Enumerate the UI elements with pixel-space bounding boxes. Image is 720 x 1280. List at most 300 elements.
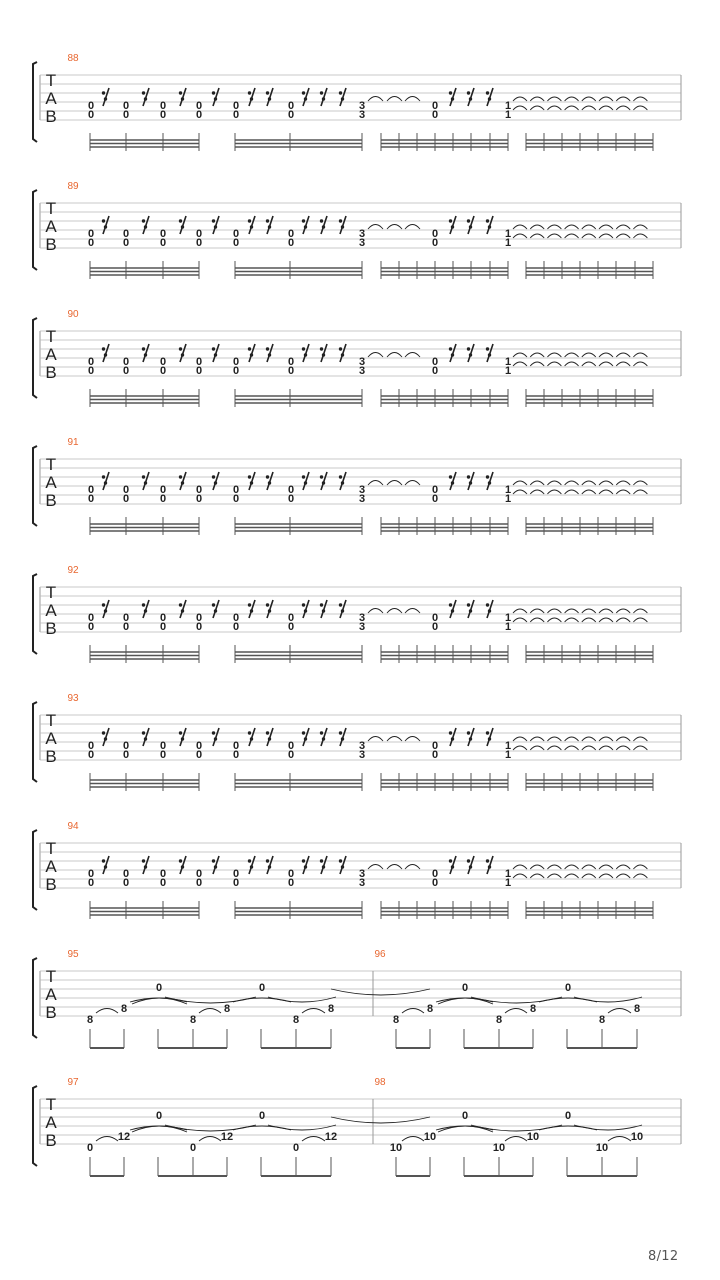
tab-clef-letter: A — [45, 217, 57, 236]
tie-arc — [599, 737, 613, 741]
tie-arc — [530, 362, 544, 366]
fret-number: 0 — [87, 749, 95, 761]
fret-number: 1 — [504, 621, 512, 633]
tremolo-dot — [304, 737, 307, 740]
tie-arc — [565, 737, 579, 741]
fret-number: 3 — [358, 749, 366, 761]
fret-number: 0 — [461, 1110, 469, 1122]
fret-number: 0 — [159, 484, 167, 496]
tremolo-dot — [181, 609, 184, 612]
fret-number: 0 — [122, 365, 130, 377]
tremolo-slash — [213, 728, 219, 746]
fret-number: 1 — [504, 740, 512, 752]
fret-number: 0 — [195, 100, 203, 112]
fret-number: 0 — [87, 868, 95, 880]
tremolo-dot — [451, 865, 454, 868]
tie-arc — [387, 737, 402, 742]
tab-system — [33, 181, 681, 279]
fret-number: 8 — [292, 1014, 300, 1026]
tremolo-slash — [180, 728, 186, 746]
tremolo-slash — [340, 472, 346, 490]
fret-number: 0 — [232, 621, 240, 633]
tremolo-slash — [249, 728, 255, 746]
tie-arc — [599, 618, 613, 622]
tremolo-dot — [469, 225, 472, 228]
tie-arc — [565, 746, 579, 750]
fret-number: 1 — [504, 365, 512, 377]
tie-arc — [599, 353, 613, 357]
tie-arc — [513, 97, 527, 101]
tremolo-dot — [339, 91, 342, 94]
tie-arc — [599, 865, 613, 869]
tremolo-dot — [144, 737, 147, 740]
tremolo-slash — [468, 472, 474, 490]
tremolo-dot — [302, 859, 305, 862]
tremolo-dot — [322, 609, 325, 612]
tremolo-slash — [303, 216, 309, 234]
tremolo-dot — [212, 347, 215, 350]
fret-number: 8 — [495, 1014, 503, 1026]
fret-number: 0 — [86, 1142, 94, 1154]
tab-clef-letter: B — [45, 1003, 57, 1022]
measure-number: 91 — [67, 437, 79, 448]
tie-arc — [547, 490, 561, 494]
tie-arc — [513, 106, 527, 110]
fret-number: 8 — [223, 1003, 231, 1015]
fret-number: 0 — [431, 484, 439, 496]
tie-arc — [438, 1126, 493, 1132]
tab-clef-letter: B — [45, 363, 57, 382]
tremolo-dot — [488, 865, 491, 868]
tie-arc — [405, 97, 420, 102]
tremolo-slash — [180, 600, 186, 618]
tremolo-dot — [142, 731, 145, 734]
tie-arc — [547, 353, 561, 357]
fret-number: 0 — [159, 612, 167, 624]
tremolo-dot — [486, 859, 489, 862]
tie-arc — [599, 481, 613, 485]
tremolo-slash — [303, 600, 309, 618]
fret-number: 8 — [426, 1003, 434, 1015]
fret-number: 12 — [324, 1131, 338, 1143]
tie-arc — [505, 1137, 527, 1142]
tremolo-slash — [249, 472, 255, 490]
tremolo-slash — [103, 856, 109, 874]
tremolo-slash — [468, 728, 474, 746]
fret-number: 10 — [389, 1142, 403, 1154]
tie-arc — [633, 353, 647, 357]
tie-arc — [565, 865, 579, 869]
tremolo-dot — [142, 219, 145, 222]
tie-arc — [530, 737, 544, 741]
tremolo-dot — [302, 219, 305, 222]
tie-arc — [633, 97, 647, 101]
fret-number: 0 — [195, 365, 203, 377]
fret-number: 0 — [159, 100, 167, 112]
tremolo-dot — [486, 347, 489, 350]
measure-number: 95 — [67, 949, 79, 960]
fret-number: 10 — [595, 1142, 609, 1154]
tie-arc — [530, 225, 544, 229]
tie-arc — [582, 618, 596, 622]
tab-clef-letter: A — [45, 985, 57, 1004]
tie-arc — [633, 490, 647, 494]
fret-number: 0 — [87, 100, 95, 112]
tie-arc — [387, 865, 402, 870]
tie-arc — [368, 225, 383, 230]
tremolo-dot — [268, 353, 271, 356]
tie-arc — [530, 481, 544, 485]
tremolo-slash — [303, 856, 309, 874]
tremolo-dot — [104, 481, 107, 484]
tremolo-dot — [451, 609, 454, 612]
fret-number: 0 — [431, 365, 439, 377]
tremolo-dot — [181, 353, 184, 356]
tremolo-dot — [104, 225, 107, 228]
tie-arc — [633, 746, 647, 750]
tie-arc — [530, 618, 544, 622]
tremolo-slash — [487, 600, 493, 618]
tie-arc — [616, 481, 630, 485]
tremolo-slash — [213, 856, 219, 874]
tremolo-dot — [179, 475, 182, 478]
tie-arc — [513, 865, 527, 869]
tremolo-dot — [250, 865, 253, 868]
tremolo-slash — [321, 856, 327, 874]
tie-arc — [530, 865, 544, 869]
tie-arc — [616, 353, 630, 357]
tremolo-slash — [487, 344, 493, 362]
fret-number: 0 — [258, 982, 266, 994]
tremolo-slash — [303, 88, 309, 106]
tremolo-dot — [212, 859, 215, 862]
tremolo-dot — [144, 97, 147, 100]
fret-number: 0 — [232, 365, 240, 377]
tremolo-slash — [180, 216, 186, 234]
tremolo-dot — [320, 731, 323, 734]
tie-arc — [599, 225, 613, 229]
tremolo-slash — [450, 856, 456, 874]
tie-arc — [405, 225, 420, 230]
fret-number: 0 — [232, 484, 240, 496]
fret-number: 0 — [195, 109, 203, 121]
fret-number: 0 — [564, 982, 572, 994]
tremolo-slash — [180, 88, 186, 106]
tab-clef-letter: A — [45, 89, 57, 108]
fret-number: 1 — [504, 612, 512, 624]
fret-number: 0 — [461, 982, 469, 994]
tremolo-dot — [104, 609, 107, 612]
tremolo-slash — [267, 856, 273, 874]
tab-clef-letter: B — [45, 875, 57, 894]
fret-number: 1 — [504, 100, 512, 112]
tremolo-slash — [143, 472, 149, 490]
tie-arc — [599, 609, 613, 613]
tremolo-dot — [102, 859, 105, 862]
fret-number: 0 — [232, 228, 240, 240]
tie-arc — [368, 97, 383, 102]
tie-arc — [530, 490, 544, 494]
tremolo-slash — [450, 216, 456, 234]
tie-arc — [565, 490, 579, 494]
fret-number: 0 — [87, 621, 95, 633]
fret-number: 0 — [159, 493, 167, 505]
tie-arc — [582, 874, 596, 878]
fret-number: 0 — [195, 749, 203, 761]
tremolo-dot — [467, 475, 470, 478]
fret-number: 3 — [358, 493, 366, 505]
fret-number: 0 — [195, 612, 203, 624]
tie-arc — [547, 225, 561, 229]
tie-arc — [513, 481, 527, 485]
tremolo-dot — [179, 603, 182, 606]
fret-number: 8 — [529, 1003, 537, 1015]
tremolo-slash — [103, 88, 109, 106]
fret-number: 0 — [122, 612, 130, 624]
fret-number: 0 — [122, 749, 130, 761]
tie-arc — [616, 234, 630, 238]
tremolo-slash — [143, 600, 149, 618]
tie-arc — [616, 490, 630, 494]
system-bracket — [33, 702, 37, 782]
system-bracket — [33, 190, 37, 270]
tab-system — [33, 949, 681, 1048]
tremolo-slash — [450, 344, 456, 362]
system-bracket — [33, 830, 37, 910]
tremolo-dot — [449, 475, 452, 478]
fret-number: 0 — [159, 749, 167, 761]
tab-clef-letter: T — [45, 199, 57, 218]
tremolo-dot — [467, 859, 470, 862]
fret-number: 0 — [258, 1110, 266, 1122]
tremolo-slash — [303, 472, 309, 490]
tab-system — [33, 1077, 681, 1176]
tie-arc — [547, 106, 561, 110]
tremolo-slash — [340, 856, 346, 874]
tie-arc — [599, 97, 613, 101]
fret-number: 0 — [195, 868, 203, 880]
tie-arc — [402, 1009, 424, 1014]
tie-arc — [633, 865, 647, 869]
tie-arc — [633, 618, 647, 622]
fret-number: 0 — [122, 237, 130, 249]
fret-number: 0 — [159, 356, 167, 368]
tie-arc — [633, 481, 647, 485]
measure-number: 94 — [67, 821, 79, 832]
tremolo-dot — [339, 347, 342, 350]
fret-number: 3 — [358, 228, 366, 240]
tie-arc — [582, 225, 596, 229]
tremolo-dot — [250, 481, 253, 484]
tremolo-dot — [469, 97, 472, 100]
tie-arc — [505, 1009, 527, 1014]
fret-number: 0 — [195, 237, 203, 249]
fret-number: 0 — [287, 868, 295, 880]
tie-arc — [565, 481, 579, 485]
tie-arc — [368, 865, 383, 870]
tremolo-slash — [143, 728, 149, 746]
tremolo-dot — [248, 731, 251, 734]
tie-arc — [530, 874, 544, 878]
tremolo-dot — [339, 859, 342, 862]
tie-arc — [368, 609, 383, 614]
tremolo-slash — [249, 600, 255, 618]
fret-number: 0 — [232, 612, 240, 624]
tremolo-dot — [248, 347, 251, 350]
measure-number: 97 — [67, 1077, 79, 1088]
tremolo-slash — [487, 728, 493, 746]
fret-number: 3 — [358, 100, 366, 112]
tremolo-slash — [450, 600, 456, 618]
tie-arc — [599, 746, 613, 750]
tremolo-dot — [449, 219, 452, 222]
tremolo-dot — [214, 737, 217, 740]
tremolo-dot — [250, 225, 253, 228]
tab-clef-letter: T — [45, 583, 57, 602]
fret-number: 0 — [159, 877, 167, 889]
tie-arc — [608, 1137, 631, 1142]
fret-number: 0 — [287, 877, 295, 889]
tie-arc — [302, 1009, 325, 1014]
tremolo-dot — [320, 347, 323, 350]
tremolo-dot — [212, 219, 215, 222]
tremolo-slash — [321, 344, 327, 362]
tremolo-dot — [179, 859, 182, 862]
tremolo-slash — [303, 728, 309, 746]
fret-number: 0 — [195, 228, 203, 240]
tie-arc — [199, 1137, 221, 1142]
tremolo-dot — [341, 353, 344, 356]
tie-arc — [530, 353, 544, 357]
fret-number: 1 — [504, 493, 512, 505]
tremolo-dot — [144, 481, 147, 484]
tie-arc — [530, 106, 544, 110]
tremolo-dot — [181, 481, 184, 484]
tab-system — [33, 821, 681, 919]
tab-clef-letter: B — [45, 107, 57, 126]
tie-arc — [368, 481, 383, 486]
fret-number: 0 — [87, 365, 95, 377]
fret-number: 8 — [120, 1003, 128, 1015]
tie-arc — [513, 746, 527, 750]
tremolo-dot — [302, 475, 305, 478]
tremolo-slash — [340, 216, 346, 234]
tremolo-dot — [339, 731, 342, 734]
tremolo-dot — [102, 475, 105, 478]
fret-number: 0 — [287, 365, 295, 377]
tremolo-slash — [340, 600, 346, 618]
tremolo-dot — [449, 347, 452, 350]
tie-arc — [565, 234, 579, 238]
tremolo-dot — [469, 353, 472, 356]
tie-arc — [582, 234, 596, 238]
tie-arc — [616, 609, 630, 613]
tremolo-dot — [214, 97, 217, 100]
tremolo-dot — [248, 475, 251, 478]
tie-arc — [547, 874, 561, 878]
fret-number: 1 — [504, 356, 512, 368]
fret-number: 0 — [287, 621, 295, 633]
tremolo-slash — [468, 88, 474, 106]
tie-arc — [565, 362, 579, 366]
tremolo-slash — [143, 856, 149, 874]
tab-clef-letter: T — [45, 71, 57, 90]
tremolo-dot — [212, 475, 215, 478]
system-bracket — [33, 1086, 37, 1166]
tie-arc — [565, 353, 579, 357]
tremolo-slash — [321, 728, 327, 746]
fret-number: 0 — [87, 109, 95, 121]
tremolo-dot — [302, 347, 305, 350]
tremolo-dot — [467, 603, 470, 606]
system-bracket — [33, 446, 37, 526]
tremolo-slash — [267, 216, 273, 234]
tie-arc — [565, 225, 579, 229]
fret-number: 8 — [327, 1003, 335, 1015]
tie-arc — [599, 362, 613, 366]
tremolo-dot — [212, 91, 215, 94]
fret-number: 0 — [431, 228, 439, 240]
tremolo-slash — [487, 216, 493, 234]
tab-clef-letter: A — [45, 1113, 57, 1132]
measure-number: 92 — [67, 565, 79, 576]
fret-number: 1 — [504, 237, 512, 249]
fret-number: 1 — [504, 868, 512, 880]
tremolo-slash — [321, 88, 327, 106]
tremolo-slash — [468, 216, 474, 234]
tremolo-slash — [249, 88, 255, 106]
fret-number: 10 — [492, 1142, 506, 1154]
tremolo-dot — [486, 91, 489, 94]
tremolo-dot — [179, 347, 182, 350]
fret-number: 0 — [431, 237, 439, 249]
fret-number: 10 — [630, 1131, 644, 1143]
tie-arc — [599, 490, 613, 494]
tab-clef-letter: T — [45, 711, 57, 730]
tremolo-dot — [266, 219, 269, 222]
fret-number: 8 — [86, 1014, 94, 1026]
fret-number: 3 — [358, 868, 366, 880]
tie-arc — [565, 874, 579, 878]
fret-number: 0 — [195, 493, 203, 505]
tremolo-dot — [451, 737, 454, 740]
measure-number: 88 — [67, 53, 79, 64]
tremolo-dot — [488, 481, 491, 484]
tie-arc — [633, 609, 647, 613]
tremolo-dot — [451, 481, 454, 484]
tie-arc — [438, 998, 493, 1004]
tremolo-dot — [339, 475, 342, 478]
fret-number: 0 — [159, 365, 167, 377]
tie-arc — [547, 865, 561, 869]
fret-number: 10 — [526, 1131, 540, 1143]
tremolo-dot — [250, 97, 253, 100]
tremolo-slash — [468, 344, 474, 362]
tie-arc — [530, 234, 544, 238]
tie-arc — [405, 481, 420, 486]
tremolo-dot — [102, 219, 105, 222]
tremolo-slash — [340, 88, 346, 106]
tie-arc — [547, 97, 561, 101]
fret-number: 0 — [431, 877, 439, 889]
fret-number: 3 — [358, 365, 366, 377]
tremolo-dot — [266, 475, 269, 478]
tab-system — [33, 53, 681, 151]
tremolo-dot — [302, 603, 305, 606]
tab-clef-letter: B — [45, 491, 57, 510]
tremolo-dot — [304, 481, 307, 484]
tie-arc — [513, 353, 527, 357]
